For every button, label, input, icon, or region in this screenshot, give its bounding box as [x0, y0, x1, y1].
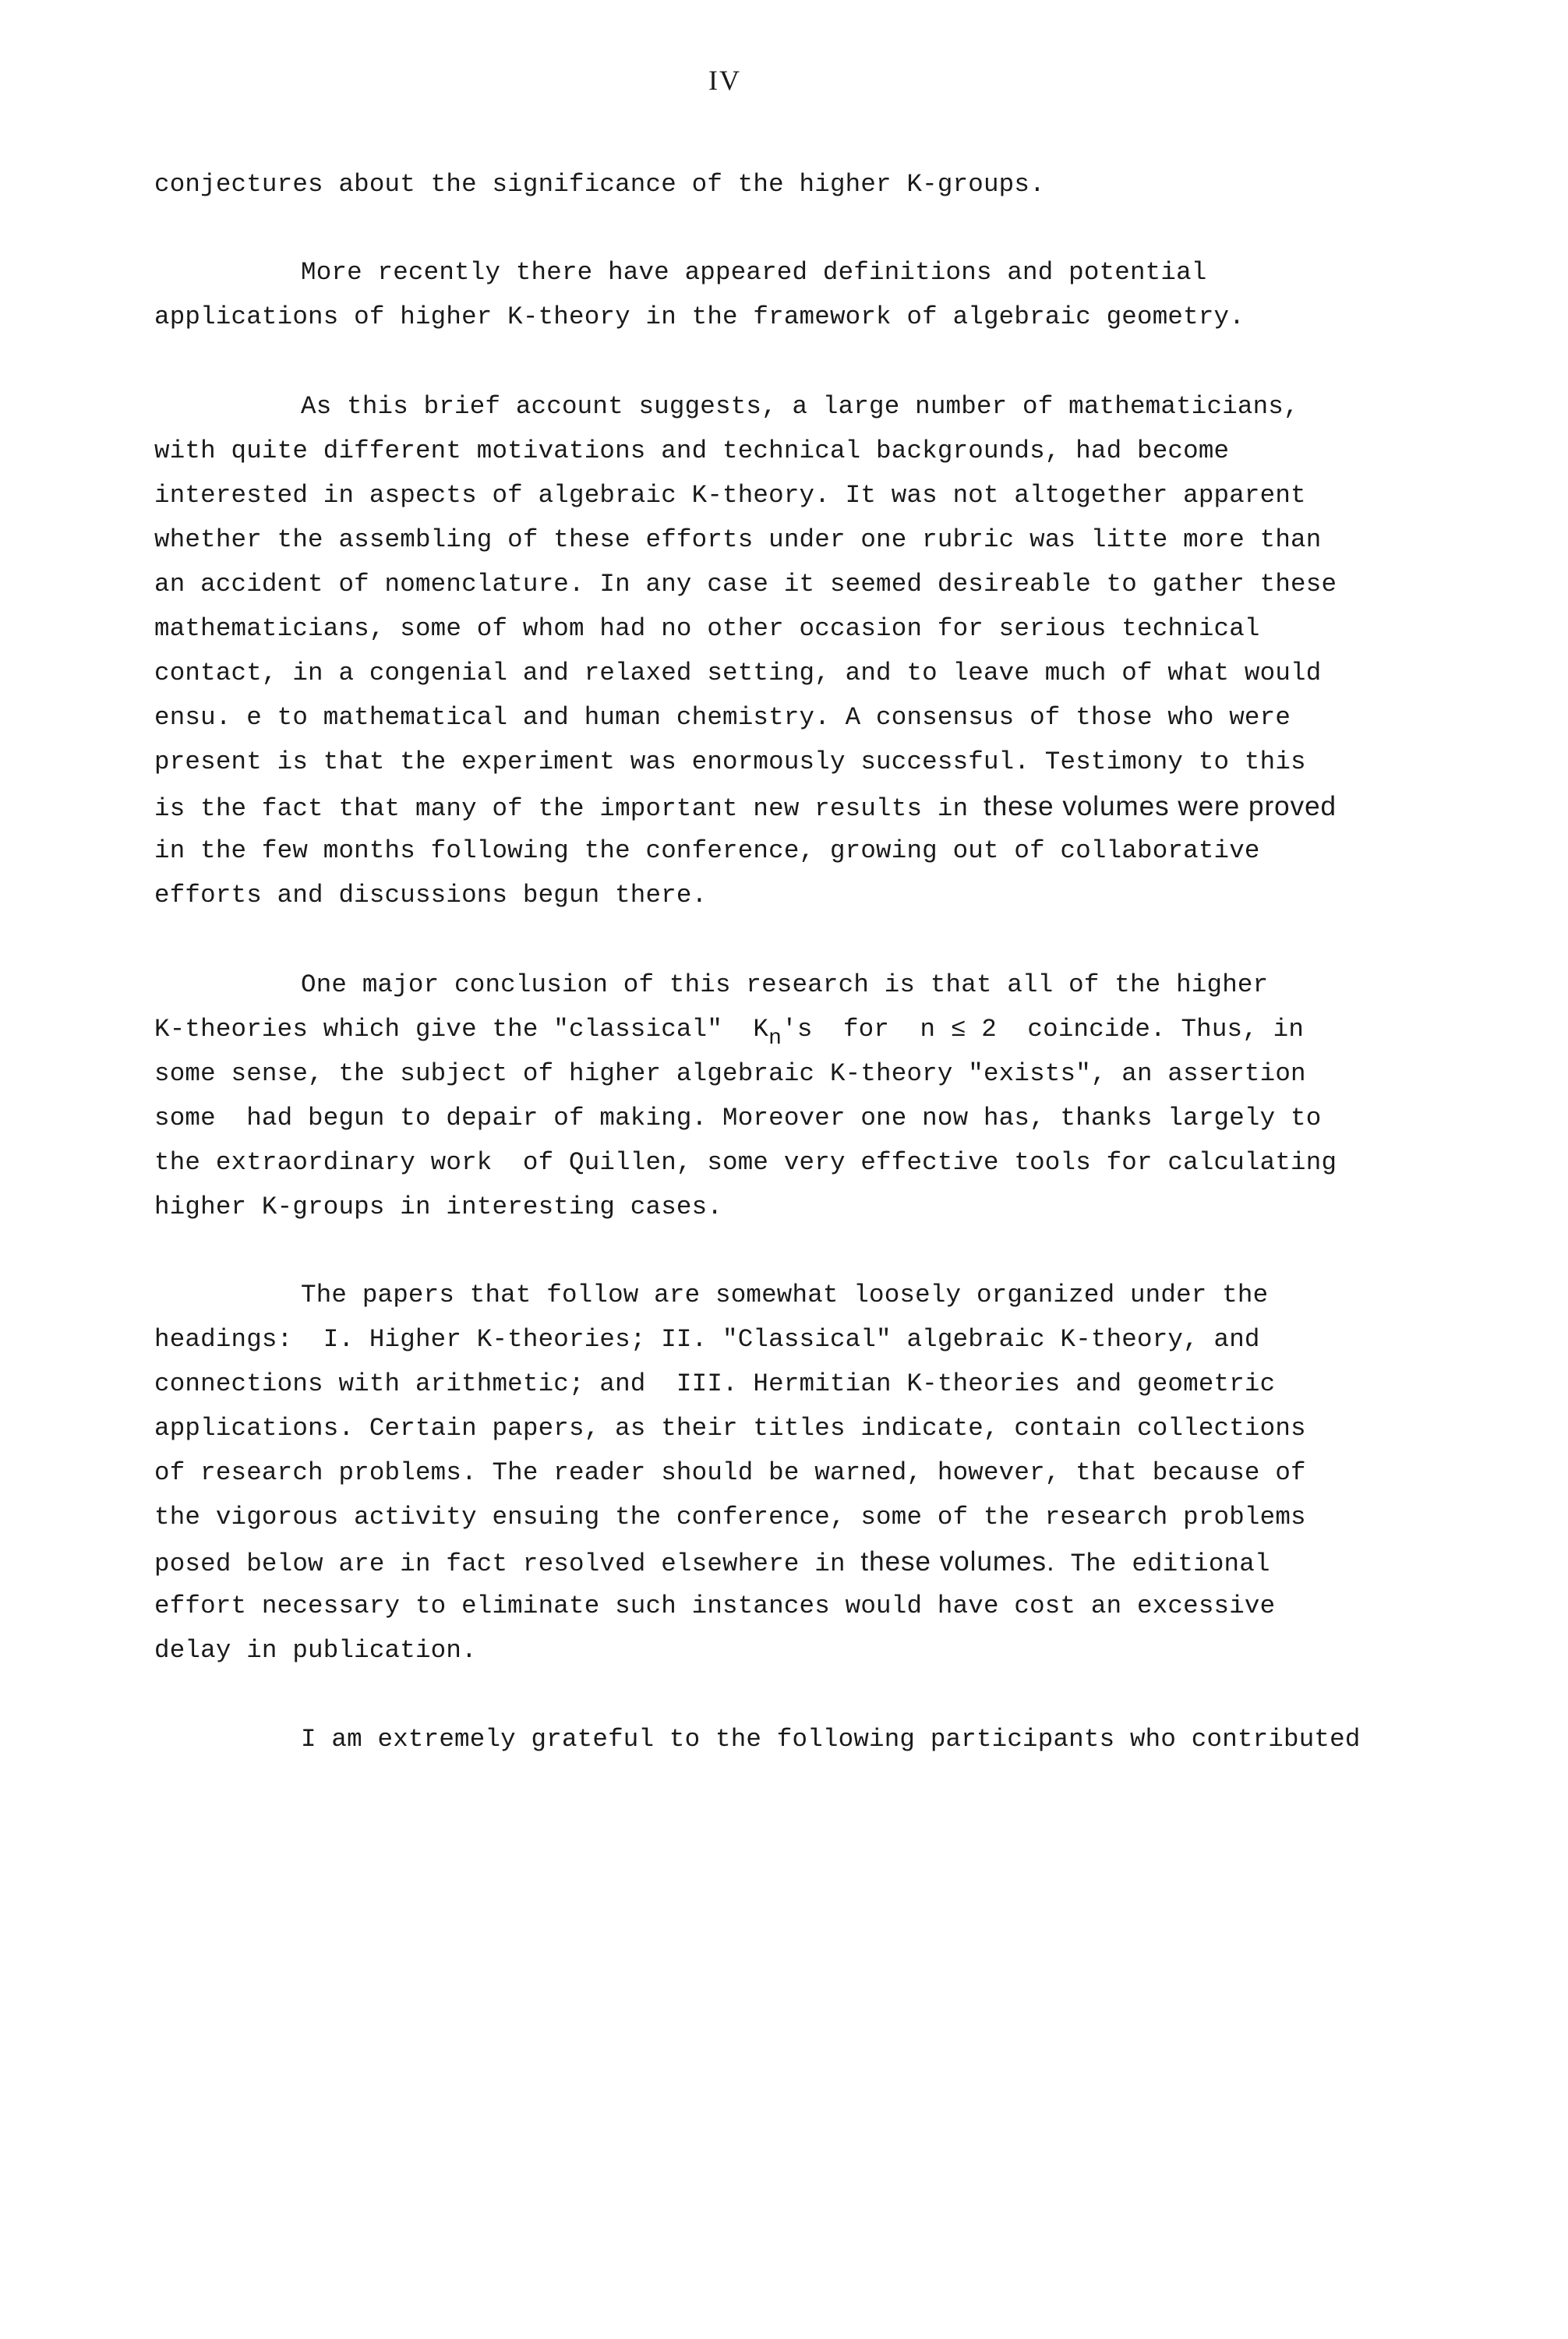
text-segment: posed below are in fact resolved elsewhere in [154, 1549, 846, 1578]
text-segment: is the fact that many of the important new results in [154, 794, 969, 823]
text-line: an accident of nomenclature. In any case it seemed desireable to gather these [154, 570, 1337, 599]
text-line: some sense, the subject of higher algebraic K-theory "exists", an assertion [154, 1059, 1306, 1088]
text-segment-typeset: these volumes were proved [984, 791, 1337, 821]
text-line: interested in aspects of algebraic K-theory. It was not altogether apparent [154, 481, 1306, 510]
text-line: efforts and discussions begun there. [154, 881, 708, 910]
text-line: As this brief account suggests, a large number of mathematicians, [301, 392, 1299, 421]
text-line: The papers that follow are somewhat loosely organized under the [301, 1281, 1269, 1309]
text-line [154, 1546, 1270, 1580]
text-line: higher K-groups in interesting cases. [154, 1192, 723, 1221]
text-line: with quite different motivations and technical backgrounds, had become [154, 436, 1230, 465]
text-line: in the few months following the conference, growing out of collaborative [154, 836, 1260, 865]
text-line: applications. Certain papers, as their titles indicate, contain collections [154, 1414, 1306, 1443]
text-line: whether the assembling of these efforts under one rubric was litte more than [154, 525, 1322, 554]
text-line: headings: I. Higher K-theories; II. "Classical" algebraic K-theory, and [154, 1325, 1260, 1354]
page-number: IV [708, 65, 741, 96]
text-line: present is that the experiment was enormously successful. Testimony to this [154, 747, 1306, 776]
text-line: effort necessary to eliminate such instances would have cost an excessive [154, 1592, 1276, 1620]
subscript-n: n [768, 1026, 782, 1051]
text-segment: 's for n ≤ 2 coincide. Thus, in [782, 1015, 1305, 1044]
text-line: some had begun to depair of making. Moreover one now has, thanks largely to [154, 1104, 1322, 1132]
text-line: delay in publication. [154, 1636, 477, 1665]
text-line [154, 791, 1337, 825]
text-line: More recently there have appeared definitions and potential [301, 258, 1207, 287]
text-line: contact, in a congenial and relaxed setting, and to leave much of what would [154, 659, 1322, 687]
text-line: the vigorous activity ensuing the conference, some of the research problems [154, 1503, 1306, 1532]
text-segment-typeset: these volumes. [860, 1546, 1055, 1577]
text-line: the extraordinary work of Quillen, some very effective tools for calculating [154, 1148, 1337, 1177]
text-line: connections with arithmetic; and III. Hermitian K-theories and geometric [154, 1369, 1276, 1398]
text-line: ensu. e to mathematical and human chemistry. A consensus of those who were [154, 703, 1291, 732]
text-line: One major conclusion of this research is that all of the higher [301, 970, 1269, 999]
text-segment: K-theories which give the "classical" K [154, 1015, 769, 1044]
text-line [154, 1014, 1304, 1055]
text-line: mathematicians, some of whom had no other occasion for serious technical [154, 614, 1260, 643]
text-line: applications of higher K-theory in the framework of algebraic geometry. [154, 302, 1245, 331]
text-line: of research problems. The reader should be warned, however, that because of [154, 1458, 1306, 1487]
text-segment: The editional [1070, 1549, 1270, 1578]
text-line: conjectures about the significance of the higher K-groups. [154, 170, 1045, 199]
text-line: I am extremely grateful to the following participants who contributed [301, 1725, 1361, 1754]
